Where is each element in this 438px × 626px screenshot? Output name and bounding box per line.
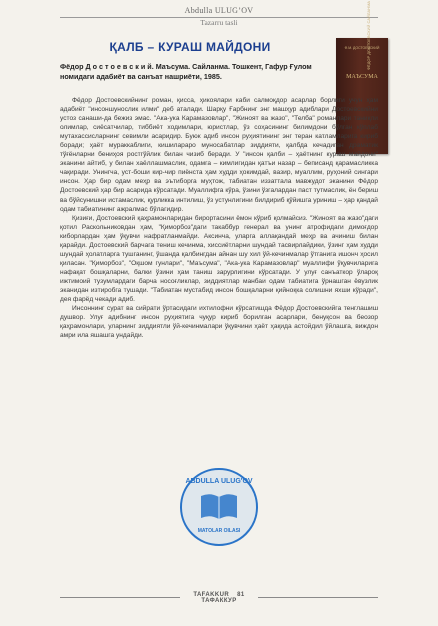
book-cover-author: Ф.М. ДОСТОЕВСКИЙ [344,46,380,50]
footer-divider-right [258,597,378,598]
book-icon [198,488,240,524]
article-title: ҚАЛБ – КУРАШ МАЙДОНИ [109,40,271,54]
header-author: Abdulla ULUG’OV [184,6,254,15]
footer-divider-left [60,597,180,598]
paragraph-2: Қизиғи, Достоевский қаҳрамонларидан бирортасини ёмон кўриб қолмайсиз. "Жиноят ва жазо"даги қотил Раскольниковдан ҳам, "Қиморбоз"даги такаббур генерал ва унинг атрофидаги димоғдор киборлардан ҳам ўқувчи нафратланмайди. Аксинча, уларга аллақандай меҳр ва ачиниш билан қарайди. Достоевский барчага тениш кечинма, хиссиётларни шундай тасвирлайдики, ўзинг ҳам худди шундай ҳолатларга тушганинг, ўшанда қалбингдан айнан шу хил ўй-кечинмалар ўтганига ишонч ҳосил қиласан. "Қиморбоз", "Оқшом гунлари", "Маъсума", "Ака-ука Карамазовлар" муаллифи ўқувчиларига нафақат бошқаларни, балки ўзини ҳам таниш зарурлигини кўрсатади. У улуғ санъаткор ўлароқ ижтимоий тузумлардаги барча носоғликлар, зиддиятлар манбаи одам табиатига ўрнашган ёвузлик эканидан изтиробга тушади. "Табиатан мустабид инсон бошқаларни қийноқка солишни яхши кўради", дея фарёд чекади адиб. [60,214,378,304]
header-section: Tazarru tasli [200,18,238,27]
page-number: 81 [237,592,245,598]
book-cover-title: МАЪСУМА [346,74,378,80]
paragraph-3: Инсоннинг сурат ва сийрати ўртасидаги ихтилофни кўрсатишда Фёдор Достоевскийга тенглашиш душвор. Улуғ адибнинг инсон руҳиятига чуқур кириб борилган асарлари, бенуқсон ва беозор қаҳрамонлари, уларнинг зиддиятли ўй-кечинмалари ўқувчини ҳаёт ҳақида астойдил ўйлашга, виждон амри ила яшашга ундайди. [60,305,378,340]
stamp-bottom-text: MATOLAR OILASI [197,528,241,534]
footer-right: ТАФАККУР [201,598,237,604]
article-body [60,96,378,340]
book-cover-spine: ФЁДОР ДОСТОЕВСКИЙ САЙЛАНМА [366,0,371,70]
article-bibliography: Фёдор Д о с т о е в с к и й. Маъсума. Сайланма. Тошкент, Гафур Ғулом номидаги адабиёт ва санъат нашриёти, 1985. [60,62,312,81]
footer-left: TAFAKKUR [193,592,230,598]
paragraph-1: Фёдор Достоевскийнинг роман, қисса, ҳикоялари каби салмоқдор асарлар борлиги учун ҳам адабиёт "инсоншунослик илми" деб аталади. Шарқу Ғарбнинг энг машҳур адиблари Достоевскийни устоз санаши-да бежиз эмас. "Ака-ука Карамазовлар", "Жиноят ва жазо", "Телба" романлари таниқли олимлар, сиёсатчилар, тиббиёт ходимлари, юристлар, ўз соҳасининг билимдони бўлган кўплаб мутахассисларнинг севимли асаридир. Буюк адиб инсон руҳиятининг энг теран катламларига кириб боради; ҳаёт мураккаблиги, кишиларaро муносабатлар зиддияти, қалбда кечадиган драматик тўғёнларни бениҳоя ростгўйлик билан чизиб беради. У "инсон қалби – ҳаётнинг кураш майдони" эканини айтиб, у билан хаёллашмаслик, одамга – кимлигидан қатъи назар – беписанд қарамасликка чақиради. Унингча, уст-боши кир-чир пиёнста ҳам худди ҳокимдай, вазир, муаллим, руҳоний сингари инсон. Ҳар бир одам меҳр ва эътиборга муҳтож, табиатан иззаттала мавжудот эканини Фёдор Достоевский ҳар бир асарида кўрсатади. Муаллифга кўра, ўзини ўзгалардан паст тутмаслик, ён бериш ва бўйсунишни истамаслик, қурликка интилиш, ўз устунлигини билдириб қўйишга уриниш – ҳар қандай одам табиатининг ажралмас бўлагидир. [60,97,378,213]
page-footer [180,592,258,604]
stamp-top-text: ABDULLA ULUG'OV [185,478,253,485]
